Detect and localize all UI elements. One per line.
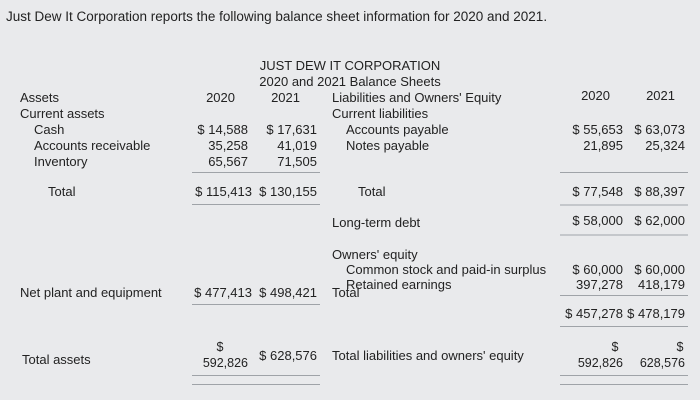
accounts-payable-2021: $ 63,073 xyxy=(634,122,685,137)
accounts-receivable-2020: 35,258 xyxy=(208,138,248,153)
assets-year-2021: 2021 xyxy=(271,90,300,105)
retained-earnings-2020: 397,278 xyxy=(576,277,623,292)
inventory-2021: 71,505 xyxy=(277,154,317,169)
equity-total-rule xyxy=(560,326,688,327)
total-assets-label: Total assets xyxy=(22,352,91,367)
current-assets-total-2021: $ 130,155 xyxy=(259,184,317,199)
equity-total-label: Total xyxy=(332,285,360,300)
common-stock-2020: $ 60,000 xyxy=(572,262,623,277)
notes-payable-label: Notes payable xyxy=(346,138,430,153)
long-term-debt-2020: $ 58,000 xyxy=(572,213,623,228)
current-liabilities-rule xyxy=(560,172,688,173)
grand-total-rule-1 xyxy=(560,375,688,376)
liabilities-heading: Liabilities and Owners' Equity xyxy=(332,90,502,105)
current-liabilities-heading: Current liabilities xyxy=(332,106,429,121)
net-plant-rule xyxy=(192,304,320,305)
current-assets-total-rule xyxy=(192,204,320,205)
retained-earnings-rule xyxy=(560,295,688,296)
grand-total-2020-dollar: $ xyxy=(611,340,619,354)
cash-label: Cash xyxy=(34,122,65,137)
grand-total-label: Total liabilities and owners' equity xyxy=(332,348,524,363)
total-assets-2020-dollar: $ xyxy=(216,340,224,354)
current-assets-heading: Current assets xyxy=(20,106,105,121)
net-plant-2021: $ 498,421 xyxy=(259,285,317,300)
total-assets-rule-1 xyxy=(192,375,320,376)
liabilities-year-2021: 2021 xyxy=(646,88,675,103)
cash-2020: $ 14,588 xyxy=(197,122,248,137)
intro-text: Just Dew It Corporation reports the following balance sheet information for 2020 and 2021. xyxy=(6,9,548,24)
accounts-receivable-label: Accounts receivable xyxy=(34,138,151,153)
current-liabilities-total-label: Total xyxy=(358,184,386,199)
notes-payable-2021: 25,324 xyxy=(645,138,685,153)
accounts-receivable-2021: 41,019 xyxy=(277,138,317,153)
current-assets-total-2020: $ 115,413 xyxy=(195,184,252,199)
net-plant-label: Net plant and equipment xyxy=(20,285,162,300)
equity-total-2020: $ 457,278 xyxy=(565,306,623,321)
equity-total-2021: $ 478,179 xyxy=(627,306,685,321)
long-term-debt-label: Long-term debt xyxy=(332,215,421,230)
current-liabilities-total-rule xyxy=(560,204,688,206)
total-assets-2020-value: 592,826 xyxy=(202,356,248,370)
long-term-debt-rule xyxy=(560,234,688,236)
retained-earnings-2021: 418,179 xyxy=(638,277,685,292)
total-assets-2021: $ 628,576 xyxy=(259,348,317,363)
inventory-2020: 65,567 xyxy=(208,154,248,169)
assets-year-2020: 2020 xyxy=(206,90,235,105)
long-term-debt-2021: $ 62,000 xyxy=(634,213,685,228)
current-assets-rule xyxy=(192,172,320,173)
accounts-payable-2020: $ 55,653 xyxy=(572,122,623,137)
current-liabilities-total-2021: $ 88,397 xyxy=(634,184,685,199)
statement-title: 2020 and 2021 Balance Sheets xyxy=(259,74,441,89)
owners-equity-heading: Owners' equity xyxy=(332,247,418,262)
common-stock-2021: $ 60,000 xyxy=(634,262,685,277)
total-assets-rule-2 xyxy=(192,384,320,385)
company-name: JUST DEW IT CORPORATION xyxy=(259,58,441,73)
grand-total-2021-value: 628,576 xyxy=(639,356,685,370)
accounts-payable-label: Accounts payable xyxy=(346,122,449,137)
liabilities-year-2020: 2020 xyxy=(581,88,610,103)
assets-heading: Assets xyxy=(20,90,60,105)
grand-total-rule-2 xyxy=(560,384,688,385)
notes-payable-2020: 21,895 xyxy=(583,138,623,153)
grand-total-2020-value: 592,826 xyxy=(577,356,623,370)
net-plant-2020: $ 477,413 xyxy=(194,285,252,300)
retained-earnings-label: Retained earnings xyxy=(346,277,452,292)
common-stock-label: Common stock and paid-in surplus xyxy=(346,262,547,277)
current-assets-total-label: Total xyxy=(48,184,76,199)
cash-2021: $ 17,631 xyxy=(266,122,317,137)
current-liabilities-total-2020: $ 77,548 xyxy=(572,184,623,199)
grand-total-2021-dollar: $ xyxy=(676,340,684,354)
inventory-label: Inventory xyxy=(34,154,88,169)
